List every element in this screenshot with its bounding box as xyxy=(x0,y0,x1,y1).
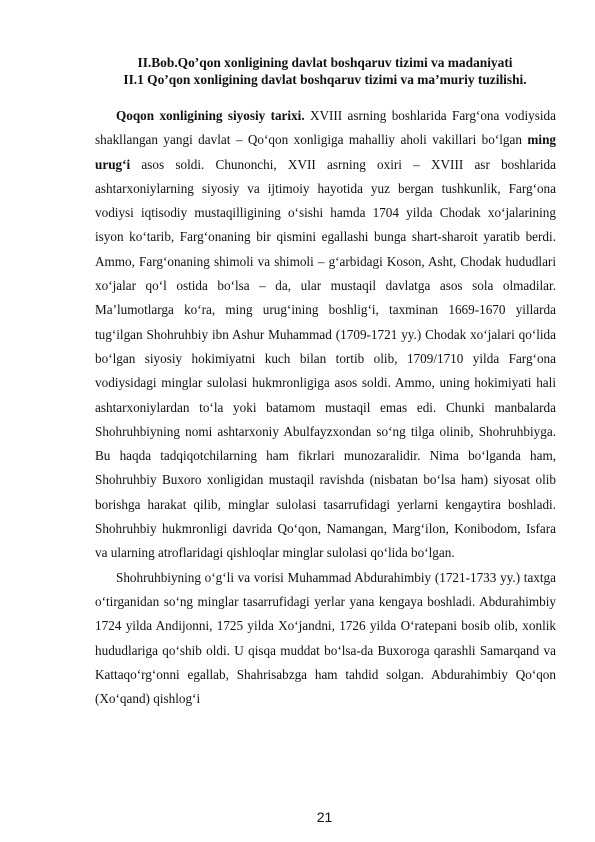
paragraph-lead-bold: Qoqon xonligining siyosiy tarixi. xyxy=(116,108,305,123)
inline-bold-term: ming urug‘i xyxy=(95,132,556,172)
page-number: 21 xyxy=(316,809,333,825)
paragraph-1 xyxy=(95,104,556,566)
paragraph-text: XVIII asrning boshlarida Farg‘ona vodiysida shakllangan yangi davlat – Qo‘qon xonligiga mahalliy aholi vakillari bo‘lgan xyxy=(95,108,556,148)
section-heading: II.1 Qo’qon xonligining davlat boshqaruv tizimi va ma’muriy tuzilishi. xyxy=(123,72,527,87)
paragraph-text: asos soldi. Chunonchi, XVII asrning oxiri – XVIII asr boshlarida ashtarxoniylarning siyosiy va ijtimoiy hayotida yuz bergan tushkunlik, Farg‘ona vodiysi iqtisodiy mustaqilligining o‘sishi hamda 1704 yilda Chodak xo‘jalarining isyon ko‘tarib, Farg‘onaning bir qismini egallashi bunga shart-sharoit yaratib berdi. Ammo, Farg‘onaning shimoli va shimoli – g‘arbidagi Koson, Asht, Chodak hududlari xo‘jalar qo‘l ostida bo‘lsa – da, ular mustaqil davlatga asos sola olmadilar. Ma’lumotlarga ko‘ra, ming urug‘ining boshlig‘i, taxminan 1669-1670 yillarda tug‘ilgan Shohruhbiy ibn Ashur Muhammad (1709-1721 yy.) Chodak xo‘jalari qo‘lida bo‘lgan siyosiy hokimiyatni kuch bilan tortib olib, 1709/1710 yilda Farg‘ona vodiysidagi minglar sulolasi hukmronligiga asos soldi. Ammo, uning hokimiyati hali ashtarxoniylardan to‘la yoki batamom mustaqil emas edi. Chunki manbalarda Shohruhbiyning nomi ashtarxoniy Abulfayzxondan so‘ng tilga olinib, Shohruhbiyga. Bu haqda tadqiqotchilarning ham fikrlari munozaralidir. Nima bo‘lganda ham, Shohruhbiy Buxoro xonligidan mustaqil ravishda (nisbatan bo‘lsa ham) siyosat olib borishga harakat qilib, minglar sulolasi tasarrufidagi yerlarni kengaytira boshladi. Shohruhbiy hukmronligi davrida Qo‘qon, Namangan, Marg‘ilon, Konibodom, Isfara va ularning atroflaridagi qishloqlar minglar sulolasi qo‘lida bo‘lgan. xyxy=(95,156,556,561)
paragraph-2: Shohruhbiyning o‘g‘li va vorisi Muhammad Abdurahimbiy (1721-1733 yy.) taxtga o‘tirganidan so‘ng minglar tasarrufidagi yerlar yana kengaya boshladi. Abdurahimbiy 1724 yilda Andijonni, 1725 yilda Xo‘jandni, 1726 yilda O‘ratepani bosib olib, xonlik hududlariga qo‘shib oldi. U qisqa muddat bo‘lsa-da Buxoroga qarashli Samarqand va Kattaqo‘rg‘onni egallab, Shahrisabzga ham tahdid solgan. Abdurahimbiy Qo‘qon (Xo‘qand) qishlog‘i xyxy=(95,569,556,707)
body-text xyxy=(95,104,556,711)
chapter-heading: II.Bob.Qo’qon xonligining davlat boshqaruv tizimi va madaniyati xyxy=(137,55,513,70)
heading-block xyxy=(95,54,555,88)
